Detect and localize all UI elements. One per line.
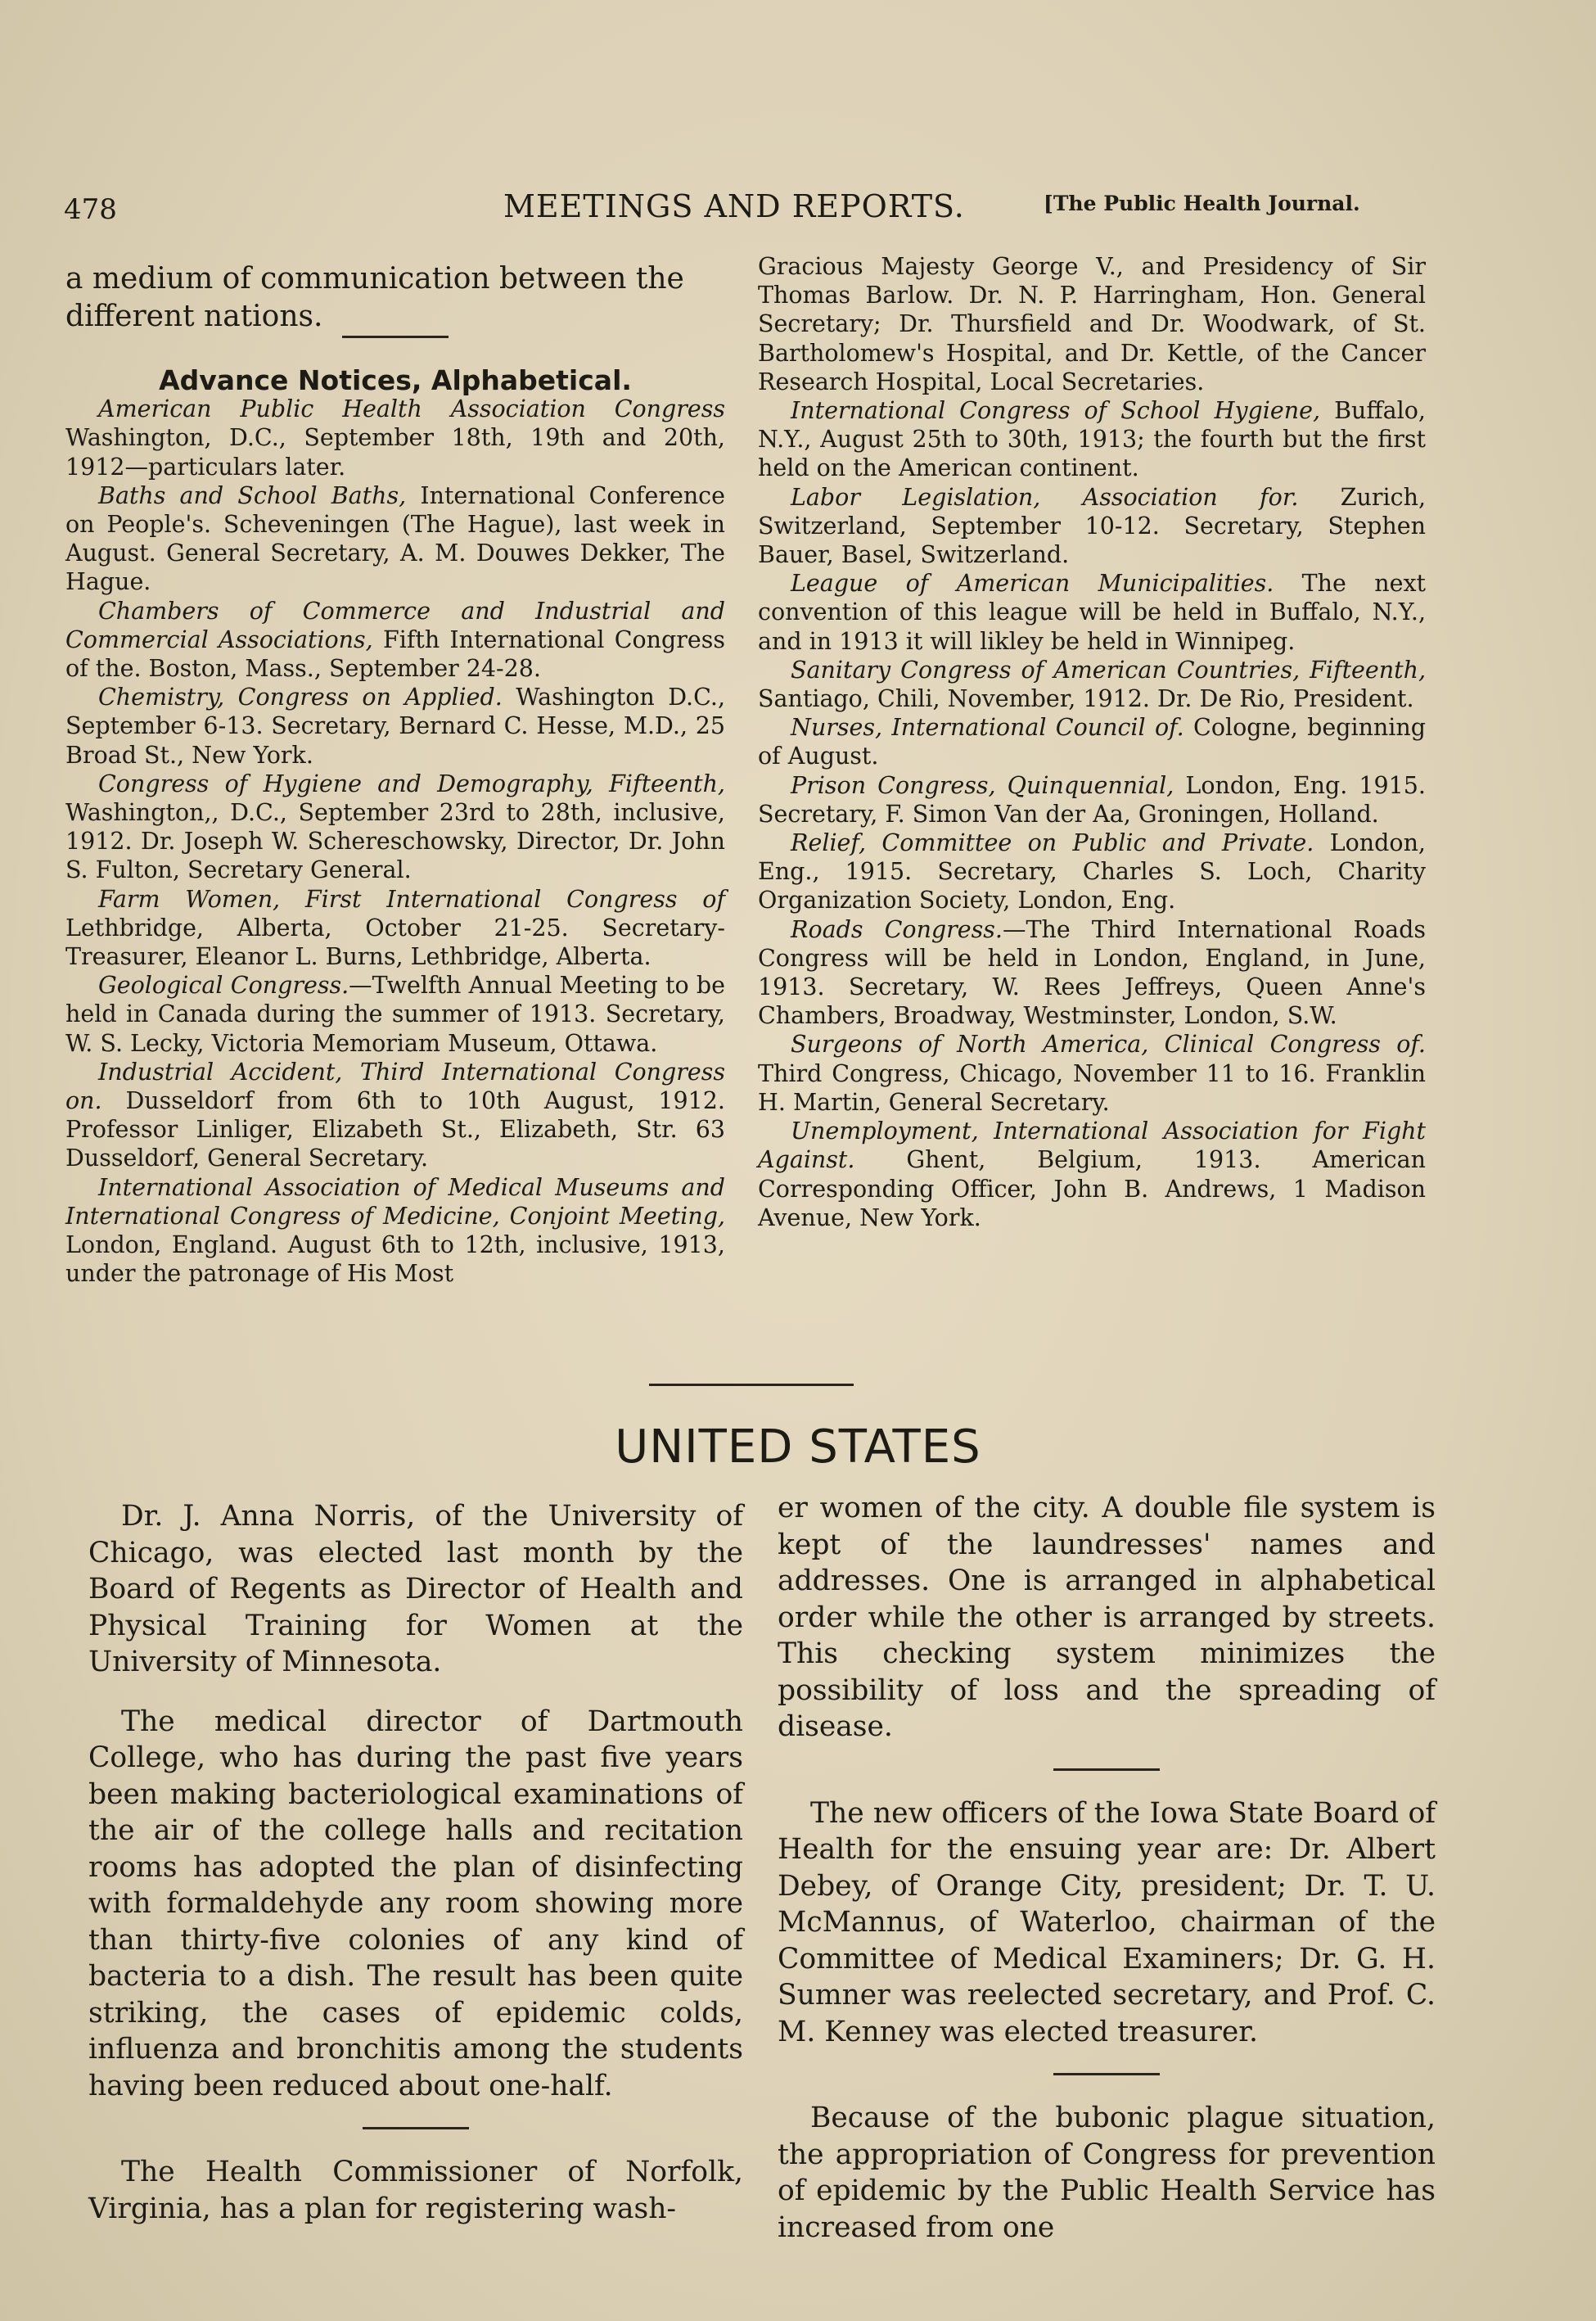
- notice-heading: Nurses, International Council of.: [791, 714, 1184, 742]
- notice-item: [65, 885, 725, 972]
- article-paragraph: er women of the city. A double file system is kept of the laundresses' names and addresses. One is arranged in alphabetical order while the other is arranged by streets. This checking system minimizes the possibility of loss and the spreading of disease.: [778, 1492, 1436, 1743]
- notice-body: Washington, D.C., September 18th, 19th and 20th, 1912—particulars later.: [65, 424, 725, 481]
- notice-body: London, Eng., 1915. Secretary, Charles S. Loch, Charity Organization Society, London, Eng.: [758, 829, 1426, 914]
- notice-item: [758, 1030, 1426, 1117]
- notice-body: Zurich, Switzerland, September 10-12. Secretary, Stephen Bauer, Basel, Switzerland.: [758, 483, 1426, 569]
- continuation-text: Gracious Majesty George V., and Presidency of Sir Thomas Barlow. Dr. N. P. Harringham, Hon. General Secretary; Dr. Thursfield and Dr. Woodwark, of St. Bartholomew's Hospital, and Dr. Kettle, of the Cancer Research Hospital, Local Secretaries.: [758, 253, 1426, 395]
- notice-item: [65, 481, 725, 597]
- notice-body: Washington,, D.C., September 23rd to 28th, inclusive, 1912. Dr. Joseph W. Schereschowsky, Director, Dr. John S. Fulton, Secretary General.: [65, 799, 725, 884]
- notice-body: London, Eng. 1915. Secretary, F. Simon Van der Aa, Groningen, Holland.: [758, 771, 1426, 828]
- article-paragraph: The new officers of the Iowa State Board of Health for the ensuing year are: Dr. Albert Debey, of Orange City, president; Dr. T. U. McMannus, of Waterloo, chairman of the Committee of Medical Examiners; Dr. G. H. Sumner was reelected secretary, and Prof. C. M. Kenney was elected treasurer.: [778, 1796, 1436, 2048]
- notice-item: [758, 771, 1426, 829]
- notice-item: [758, 713, 1426, 770]
- notice-body: —The Third International Roads Congress will be held in London, England, in June, 1913. Secretary, W. Rees Jeffreys, Queen Anne's Chambers, Broadway, Westminster, London, S.W.: [758, 915, 1426, 1030]
- notice-item: [65, 395, 725, 481]
- notice-heading: Prison Congress, Quinquennial,: [791, 771, 1174, 799]
- notice-item: [65, 1173, 725, 1289]
- notice-body: Fifth International Congress of the. Boston, Mass., September 24-28.: [65, 625, 725, 683]
- notice-heading: Chemistry, Congress on Applied.: [98, 684, 503, 711]
- section-heading: UNITED STATES: [615, 1420, 981, 1474]
- journal-name: [The Public Health Journal.: [1044, 192, 1360, 215]
- notice-body: Washington D.C., September 6-13. Secretary, Bernard C. Hesse, M.D., 25 Broad St., New York.: [65, 684, 726, 769]
- notice-body: The next convention of this league will be held in Buffalo, N.Y., and in 1913 it will likley be held in Winnipeg.: [758, 570, 1426, 655]
- notice-item: [758, 829, 1426, 915]
- notice-heading: Unemployment, International Association for Fight Against.: [758, 1118, 1426, 1174]
- notices-list-right: [758, 396, 1426, 1232]
- notice-item: [65, 597, 725, 684]
- notice-heading: League of American Municipalities.: [791, 570, 1274, 598]
- notice-heading: Congress of Hygiene and Demography, Fifteenth,: [98, 770, 725, 797]
- right-column-bottom: [778, 1490, 1436, 2269]
- notice-heading: Geological Congress.: [98, 972, 349, 1000]
- article-paragraph: Because of the bubonic plague situation, the appropriation of Congress for prevention of epidemic by the Public Health Service has increased from one: [778, 2102, 1436, 2244]
- notice-item: [758, 569, 1426, 656]
- notice-body: Dusseldorf from 6th to 10th August, 1912. Professor Linliger, Elizabeth St., Elizabeth, Str. 63 Dusseldorf, General Secretary.: [65, 1087, 725, 1172]
- notice-heading: Chambers of Commerce and Industrial and Commercial Associations,: [65, 597, 725, 653]
- notice-body: Third Congress, Chicago, November 11 to 16. Franklin H. Martin, General Secretary.: [758, 1059, 1426, 1116]
- divider: [1053, 2073, 1160, 2075]
- notice-body: Lethbridge, Alberta, October 21-25. Secretary-Treasurer, Eleanor L. Burns, Lethbridge, Alberta.: [65, 914, 725, 971]
- section-title: Advance Notices, Alphabetical.: [159, 364, 632, 396]
- notice-heading: American Public Health Association Congress: [98, 395, 725, 423]
- notice-heading: Baths and School Baths,: [98, 481, 407, 509]
- notice-item: [758, 1117, 1426, 1232]
- divider: [1053, 1768, 1160, 1771]
- running-head: MEETINGS AND REPORTS.: [503, 188, 965, 224]
- article-paragraph: The Health Commissioner of Norfolk, Virginia, has a plan for registering wash-: [88, 2156, 743, 2225]
- notice-body: Santiago, Chili, November, 1912. Dr. De Rio, President.: [758, 685, 1414, 713]
- section-divider: [649, 1384, 854, 1386]
- left-column-top: [65, 260, 725, 1289]
- right-column-top: [758, 252, 1426, 1232]
- article-paragraph: Dr. J. Anna Norris, of the University of Chicago, was elected last month by the Board of Regents as Director of Health and Physical Training for Women at the University of Minnesota.: [88, 1500, 743, 1678]
- notice-body: —Twelfth Annual Meeting to be held in Canada during the summer of 1913. Secretary, W. S. Lecky, Victoria Memoriam Museum, Ottawa.: [65, 972, 725, 1057]
- notice-body: Cologne, beginning of August.: [758, 714, 1427, 770]
- notice-item: [65, 770, 725, 885]
- notice-heading: Sanitary Congress of American Countries, Fifteenth,: [791, 656, 1426, 684]
- page-number: 478: [64, 193, 117, 226]
- divider: [363, 2127, 469, 2129]
- divider: [342, 336, 449, 338]
- notice-heading: Relief, Committee on Public and Private.: [791, 829, 1314, 857]
- notice-body: Ghent, Belgium, 1913. American Corresponding Officer, John B. Andrews, 1 Madison Avenue, New York.: [758, 1146, 1426, 1231]
- notice-item: [758, 915, 1426, 1031]
- article-paragraph: The medical director of Dartmouth College, who has during the past five years been making bacteriological examinations of the air of the college halls and recitation rooms has adopted the plan of disinfecting with formaldehyde any room showing more than thirty-five colonies of any kind of bacteria to a dish. The result has been quite striking, the cases of epidemic colds, influenza and bronchitis among the students having been reduced about one-half.: [88, 1705, 743, 2102]
- notice-item: [65, 683, 725, 770]
- notice-body: London, England. August 6th to 12th, inclusive, 1913, under the patronage of His Most: [65, 1231, 725, 1288]
- notice-item: [758, 396, 1426, 483]
- lead-text: a medium of communication between the different nations.: [65, 262, 684, 333]
- notice-heading: Labor Legislation, Association for.: [791, 483, 1299, 511]
- notice-heading: International Association of Medical Museums and International Congress of Medicine, Conjoint Meeting,: [65, 1173, 725, 1230]
- notice-heading: Roads Congress.: [791, 915, 1003, 943]
- left-column-bottom: [88, 1498, 743, 2250]
- notices-list-left: [65, 395, 725, 1288]
- page-header: [64, 187, 1414, 236]
- notice-heading: Industrial Accident, Third International Congress on.: [65, 1058, 725, 1115]
- notice-heading: International Congress of School Hygiene,: [791, 397, 1321, 425]
- notice-body: International Conference on People's. Scheveningen (The Hague), last week in August. General Secretary, A. M. Douwes Dekker, The Hague.: [65, 481, 726, 596]
- notice-item: [758, 656, 1426, 713]
- notice-item: [65, 1058, 725, 1173]
- notice-item: [65, 971, 725, 1058]
- notice-heading: Surgeons of North America, Clinical Congress of.: [791, 1031, 1426, 1059]
- notice-body: Buffalo, N.Y., August 25th to 30th, 1913; the fourth but the first held on the American continent.: [758, 397, 1426, 482]
- notice-heading: Farm Women, First International Congress of: [98, 885, 725, 913]
- notice-item: [758, 483, 1426, 570]
